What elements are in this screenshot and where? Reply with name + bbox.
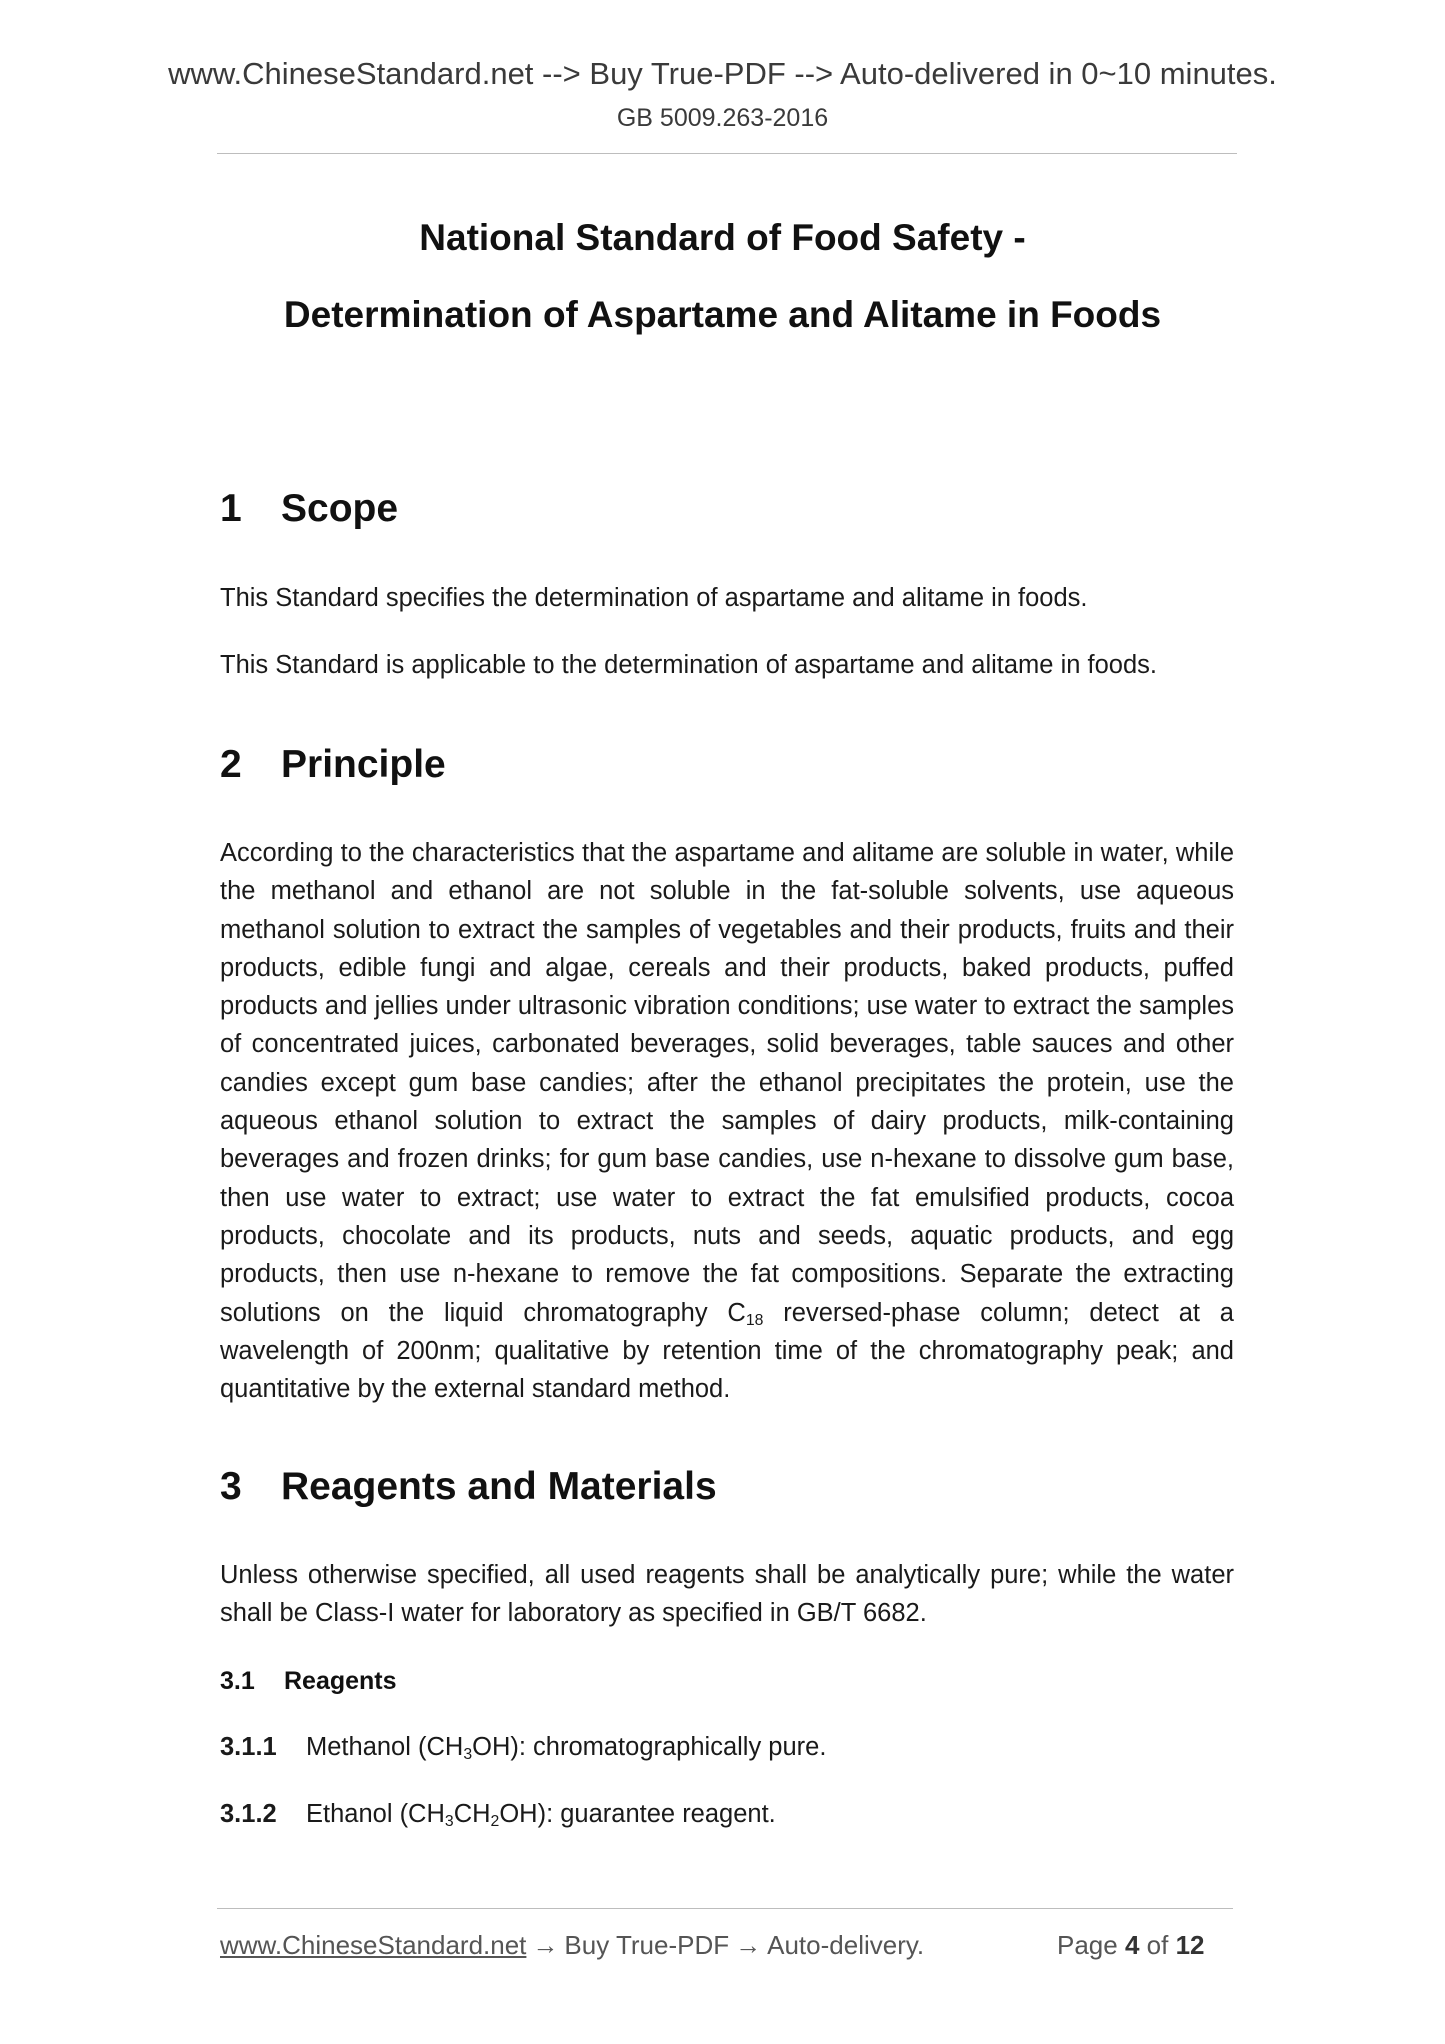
document-title-line2: Determination of Aspartame and Alitame in Foods (283, 294, 1162, 335)
subscript: 18 (745, 1311, 764, 1329)
item-number: 3.1.1 (220, 1733, 277, 1761)
footer-delivery-text: Auto-delivery. (767, 1930, 925, 1960)
item-text: Ethanol (CH (306, 1800, 445, 1828)
page-indicator (1057, 1930, 1205, 1961)
subsection-number: 3.1 (220, 1667, 255, 1695)
document-title-line1: National Standard of Food Safety - (419, 217, 1026, 258)
total-pages: 12 (1175, 1930, 1205, 1960)
reagents-paragraph: Unless otherwise specified, all used reagents shall be analytically pure; while the water shall be Class-I water for laboratory as specified in GB/T 6682. (220, 1561, 1234, 1628)
list-item (220, 1800, 776, 1829)
page-number: 4 (1124, 1930, 1140, 1960)
header-banner: www.ChineseStandard.net --> Buy True-PDF --> Auto-delivered in 0~10 minutes. (168, 56, 1277, 91)
header-standard-code: GB 5009.263-2016 (616, 104, 829, 132)
of-label: of (1146, 1930, 1169, 1960)
page-label: Page (1057, 1930, 1118, 1960)
section-number: 3 (220, 1465, 242, 1508)
principle-paragraph (220, 834, 1234, 1408)
section-number: 2 (220, 743, 242, 786)
subscript: 3 (444, 1812, 454, 1830)
footer-divider (217, 1908, 1233, 1909)
arrow-right-icon: → (532, 1930, 559, 1960)
subscript: 3 (463, 1745, 473, 1763)
item-text: OH): guarantee reagent. (499, 1800, 776, 1828)
footer-links (220, 1930, 924, 1961)
section-heading-reagents (220, 1465, 717, 1509)
scope-paragraph-1: This Standard specifies the determination of aspartame and alitame in foods. (220, 584, 1088, 612)
subscript: 2 (490, 1812, 500, 1830)
section-title: Scope (281, 487, 399, 530)
section-heading-scope (220, 487, 398, 531)
principle-text-after: reversed-phase column; detect at a wavelength of 200nm; qualitative by retention time of the chromatography peak; and quantitative by the external standard method. (220, 1298, 1234, 1404)
section-title: Principle (281, 743, 446, 786)
arrow-right-icon: → (735, 1930, 762, 1960)
scope-paragraph-2: This Standard is applicable to the determination of aspartame and alitame in foods. (220, 651, 1157, 679)
item-number: 3.1.2 (220, 1800, 277, 1828)
item-text: OH): chromatographically pure. (472, 1733, 827, 1761)
footer-buy-text: Buy True-PDF (564, 1930, 730, 1960)
section-title: Reagents and Materials (281, 1465, 717, 1508)
item-text: CH (453, 1800, 491, 1828)
subsection-title: Reagents (284, 1667, 397, 1695)
principle-text-before: According to the characteristics that the aspartame and alitame are soluble in water, while the methanol and ethanol are not soluble in the fat-soluble solvents, use aqueous methanol solution to extract the samples of vegetables and their products, fruits and their products, edible fungi and algae, cereals and their products, baked products, puffed products and jellies under ultrasonic vibration conditions; use water to extract the samples of concentrated juices, carbonated beverages, solid beverages, table sauces and other candies except gum base candies; after the ethanol precipitates the protein, use the aqueous ethanol solution to extract the samples of dairy products, milk-containing beverages and frozen drinks; for gum base candies, use n-hexane to dissolve gum base, then use water to extract; use water to extract the fat emulsified products, cocoa products, chocolate and its products, nuts and seeds, aquatic products, and egg products, then use n-hexane to remove the fat compositions. Separate the extracting solutions on the liquid chromatography C (220, 839, 1234, 1327)
section-number: 1 (220, 487, 242, 530)
section-heading-principle (220, 743, 446, 787)
header-divider (217, 153, 1237, 154)
list-item (220, 1733, 826, 1762)
footer-site-link[interactable]: www.ChineseStandard.net (220, 1930, 527, 1960)
item-text: Methanol (CH (306, 1733, 464, 1761)
subsection-heading-reagents (220, 1667, 397, 1696)
